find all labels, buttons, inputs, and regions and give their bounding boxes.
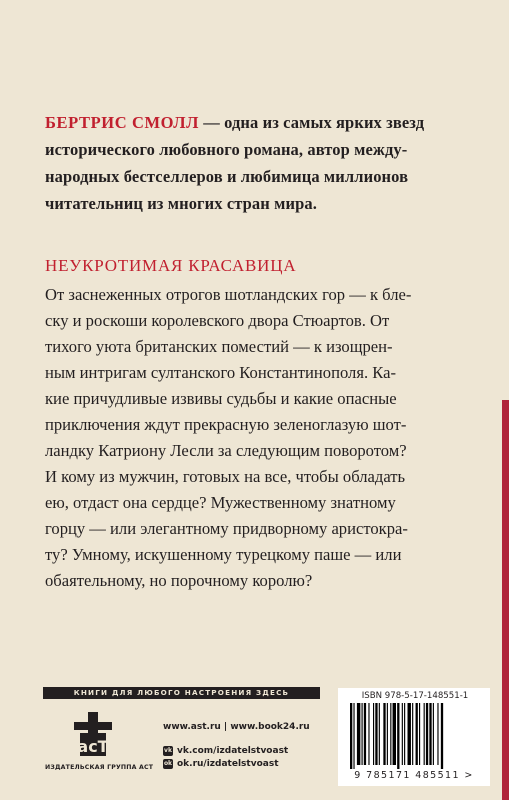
vk-link-text: vk.com/izdatelstvoast — [177, 746, 289, 756]
author-intro — [45, 109, 485, 217]
ok-link[interactable] — [163, 759, 310, 769]
blurb-line: приключения ждут прекрасную зеленоглазую шот- — [45, 415, 407, 434]
intro-line-1: — одна из самых ярких звезд — [199, 113, 425, 132]
website-links[interactable]: www.ast.ru | www.book24.ru — [163, 722, 310, 732]
spine-color-strip — [502, 400, 509, 800]
blurb-line: горцу — или элегантному придворному аристокра- — [45, 519, 408, 538]
intro-line-4: читательниц из многих стран мира. — [45, 194, 317, 213]
vk-link[interactable] — [163, 746, 310, 756]
ok-link-text: ok.ru/izdatelstvoast — [177, 759, 279, 769]
blurb-line: тихого уюта британских поместий — к изощрен- — [45, 337, 393, 356]
publisher-links — [163, 722, 310, 772]
blurb-line: ландку Катриону Лесли за следующим поворотом? — [45, 441, 407, 460]
publisher-tagline: КНИГИ ДЛЯ ЛЮБОГО НАСТРОЕНИЯ ЗДЕСЬ — [43, 687, 320, 699]
ast-logo-icon — [62, 708, 124, 760]
blurb-line: И кому из мужчин, готовых на все, чтобы обладать — [45, 467, 406, 486]
blurb-line: ску и роскоши королевского двора Стюартов. От — [45, 311, 390, 330]
book-blurb — [45, 282, 495, 594]
isbn-number: ISBN 978-5-17-148551-1 — [361, 691, 469, 701]
publisher-logo — [45, 708, 154, 788]
intro-line-3: народных бестселлеров и любимица миллионов — [45, 167, 409, 186]
barcode — [338, 688, 490, 786]
blurb-line: кие причудливые извивы судьбы и какие опасные — [45, 389, 397, 408]
book-title: НЕУКРОТИМАЯ КРАСАВИЦА — [45, 256, 297, 275]
blurb-line: ею, отдаст она сердце? Мужественному знатному — [45, 493, 396, 512]
barcode-bars-icon — [348, 703, 480, 769]
intro-line-2: исторического любовного романа, автор между- — [45, 140, 408, 159]
author-name: БЕРТРИС СМОЛЛ — [45, 113, 200, 132]
logo-caption: ИЗДАТЕЛЬСКАЯ ГРУППА АСТ — [45, 764, 154, 771]
blurb-line: ту? Умному, искушенному турецкому паше — или — [45, 545, 402, 564]
barcode-digits: 9 785171 485511 > — [354, 770, 474, 781]
ok-icon: ok — [163, 760, 173, 767]
blurb-line: От заснеженных отрогов шотландских гор — к бле- — [45, 285, 412, 304]
blurb-line: обаятельному, но порочному королю? — [45, 571, 313, 590]
blurb-line: ным интригам султанского Константинополя. Ка- — [45, 363, 397, 382]
vk-icon: vk — [164, 747, 172, 754]
logo-text: acT — [76, 737, 109, 756]
